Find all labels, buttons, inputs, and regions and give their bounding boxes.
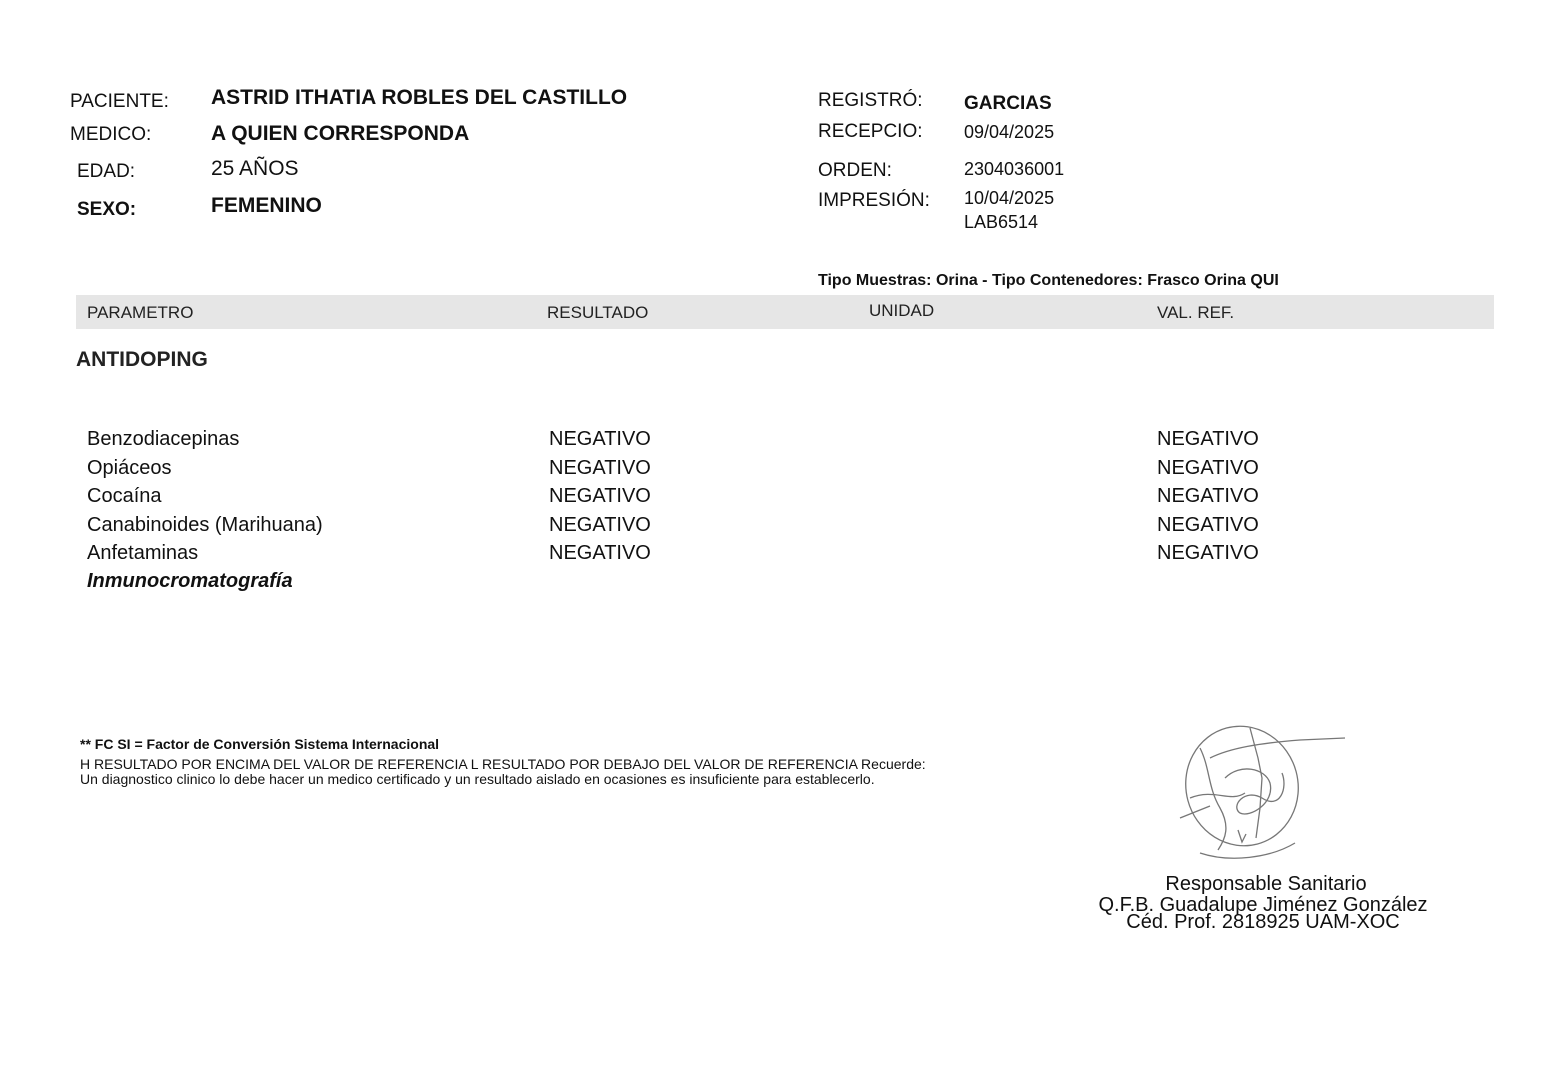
- paciente-value: ASTRID ITHATIA ROBLES DEL CASTILLO: [211, 86, 628, 109]
- row-resultado: NEGATIVO: [549, 428, 651, 450]
- paciente-label: PACIENTE:: [70, 91, 169, 112]
- reference-note-1: H RESULTADO POR ENCIMA DEL VALOR DE REFERENCIA L RESULTADO POR DEBAJO DEL VALOR DE REFERENCIA Recuerde:: [80, 756, 926, 772]
- row-parametro: Opiáceos: [87, 457, 172, 479]
- row-parametro: Cocaína: [87, 485, 162, 507]
- col-resultado: RESULTADO: [547, 303, 649, 322]
- sample-info: Tipo Muestras: Orina - Tipo Contenedores: Frasco Orina QUI: [818, 272, 1279, 289]
- signature-role: Responsable Sanitario: [1165, 873, 1367, 895]
- method-note: Inmunocromatografía: [87, 570, 293, 592]
- row-resultado: NEGATIVO: [549, 457, 651, 479]
- reference-note-2: Un diagnostico clinico lo debe hacer un medico certificado y un resultado aislado en ocasiones es insuficiente para establecerlo.: [80, 771, 875, 787]
- orden-value: 2304036001: [964, 159, 1065, 179]
- lab-code: LAB6514: [964, 212, 1039, 232]
- row-resultado: NEGATIVO: [549, 514, 651, 536]
- col-unidad: UNIDAD: [869, 301, 935, 320]
- signature-image: [1170, 718, 1350, 868]
- signature-license: Céd. Prof. 2818925 UAM-XOC: [1126, 911, 1400, 933]
- signature-name: Q.F.B. Guadalupe Jiménez González: [1098, 894, 1428, 916]
- sexo-value: FEMENINO: [211, 194, 322, 217]
- orden-label: ORDEN:: [818, 160, 892, 181]
- col-parametro: PARAMETRO: [87, 303, 194, 322]
- recepcio-value: 09/04/2025: [964, 122, 1055, 142]
- row-val-ref: NEGATIVO: [1157, 428, 1259, 450]
- row-parametro: Canabinoides (Marihuana): [87, 514, 323, 536]
- medico-value: A QUIEN CORRESPONDA: [211, 122, 470, 145]
- row-parametro: Benzodiacepinas: [87, 428, 240, 450]
- impresion-label: IMPRESIÓN:: [818, 190, 930, 211]
- sexo-label: SEXO:: [77, 199, 137, 220]
- row-val-ref: NEGATIVO: [1157, 514, 1259, 536]
- row-val-ref: NEGATIVO: [1157, 542, 1259, 564]
- edad-label: EDAD:: [77, 161, 136, 182]
- edad-value: 25 AÑOS: [211, 157, 299, 180]
- fc-si-note: ** FC SI = Factor de Conversión Sistema Internacional: [80, 736, 440, 752]
- registro-label: REGISTRÓ:: [818, 90, 923, 111]
- section-title: ANTIDOPING: [76, 348, 208, 371]
- col-val-ref: VAL. REF.: [1157, 303, 1235, 322]
- registro-value: GARCIAS: [964, 93, 1052, 114]
- row-resultado: NEGATIVO: [549, 485, 651, 507]
- recepcio-label: RECEPCIO:: [818, 121, 923, 142]
- table-header: [76, 295, 1494, 329]
- row-val-ref: NEGATIVO: [1157, 485, 1259, 507]
- row-parametro: Anfetaminas: [87, 542, 199, 564]
- medico-label: MEDICO:: [70, 124, 152, 145]
- impresion-value: 10/04/2025: [964, 188, 1055, 208]
- row-val-ref: NEGATIVO: [1157, 457, 1259, 479]
- row-resultado: NEGATIVO: [549, 542, 651, 564]
